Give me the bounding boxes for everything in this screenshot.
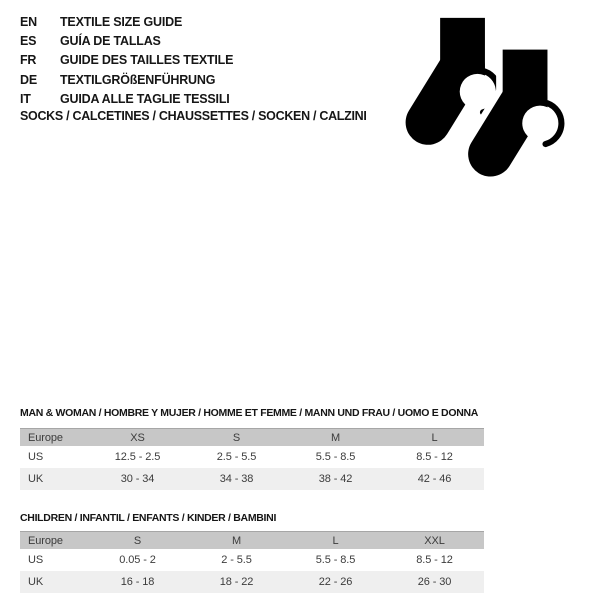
- table-cell: 16 - 18: [88, 571, 187, 593]
- language-row-fr: [20, 51, 233, 70]
- col-header-size-m: M: [286, 429, 385, 447]
- language-code: IT: [20, 91, 31, 106]
- table-cell: 34 - 38: [187, 468, 286, 490]
- table-title-man-woman: MAN & WOMAN / HOMBRE Y MUJER / HOMME ET FEMME / MANN UND FRAU / UOMO E DONNA: [20, 407, 479, 419]
- table-cell: 26 - 30: [385, 571, 484, 593]
- table-row-us: [20, 446, 484, 468]
- table-row-us: [20, 549, 484, 571]
- row-label: UK: [20, 571, 88, 593]
- col-header-size-s: S: [88, 532, 187, 550]
- language-row-en: [20, 13, 233, 32]
- table-row-uk: [20, 571, 484, 593]
- table-cell: 0.05 - 2: [88, 549, 187, 571]
- col-header-size-m: M: [187, 532, 286, 550]
- col-header-size-xs: XS: [88, 429, 187, 447]
- language-code: ES: [20, 34, 37, 49]
- table-cell: 5.5 - 8.5: [286, 549, 385, 571]
- table-cell: 5.5 - 8.5: [286, 446, 385, 468]
- table-cell: 8.5 - 12: [385, 446, 484, 468]
- language-label: TEXTILGRÖßENFÜHRUNG: [60, 72, 216, 87]
- size-table-children: [20, 531, 484, 593]
- col-header-size-l: L: [286, 532, 385, 550]
- size-table-man-woman: [20, 428, 484, 490]
- language-list: [20, 13, 233, 109]
- language-row-de: [20, 71, 233, 90]
- language-label: GUÍA DE TALLAS: [60, 34, 161, 49]
- language-label: TEXTILE SIZE GUIDE: [60, 15, 183, 29]
- language-row-it: [20, 90, 233, 109]
- table-cell: 8.5 - 12: [385, 549, 484, 571]
- language-label: GUIDE DES TAILLES TEXTILE: [60, 53, 234, 68]
- col-header-size-s: S: [187, 429, 286, 447]
- table-header-row: [20, 532, 484, 550]
- language-row-es: [20, 32, 233, 51]
- language-code: EN: [20, 15, 37, 29]
- table-cell: 30 - 34: [88, 468, 187, 490]
- table-header-row: [20, 429, 484, 447]
- table-cell: 12.5 - 2.5: [88, 446, 187, 468]
- category-line: SOCKS / CALCETINES / CHAUSSETTES / SOCKEN / CALZINI: [20, 109, 367, 123]
- table-title-children: CHILDREN / INFANTIL / ENFANTS / KINDER / BAMBINI: [20, 512, 277, 524]
- row-label: US: [20, 549, 88, 571]
- language-label: GUIDA ALLE TAGLIE TESSILI: [60, 91, 230, 106]
- col-header-region: Europe: [20, 429, 88, 447]
- table-cell: 38 - 42: [286, 468, 385, 490]
- table-cell: 2.5 - 5.5: [187, 446, 286, 468]
- col-header-region: Europe: [20, 532, 88, 550]
- row-label: US: [20, 446, 88, 468]
- table-cell: 18 - 22: [187, 571, 286, 593]
- table-cell: 42 - 46: [385, 468, 484, 490]
- socks-icon: [400, 12, 568, 188]
- language-code: FR: [20, 53, 37, 68]
- table-row-uk: [20, 468, 484, 490]
- row-label: UK: [20, 468, 88, 490]
- col-header-size-xxl: XXL: [385, 532, 484, 550]
- table-cell: 2 - 5.5: [187, 549, 286, 571]
- language-code: DE: [20, 72, 37, 87]
- col-header-size-l: L: [385, 429, 484, 447]
- table-cell: 22 - 26: [286, 571, 385, 593]
